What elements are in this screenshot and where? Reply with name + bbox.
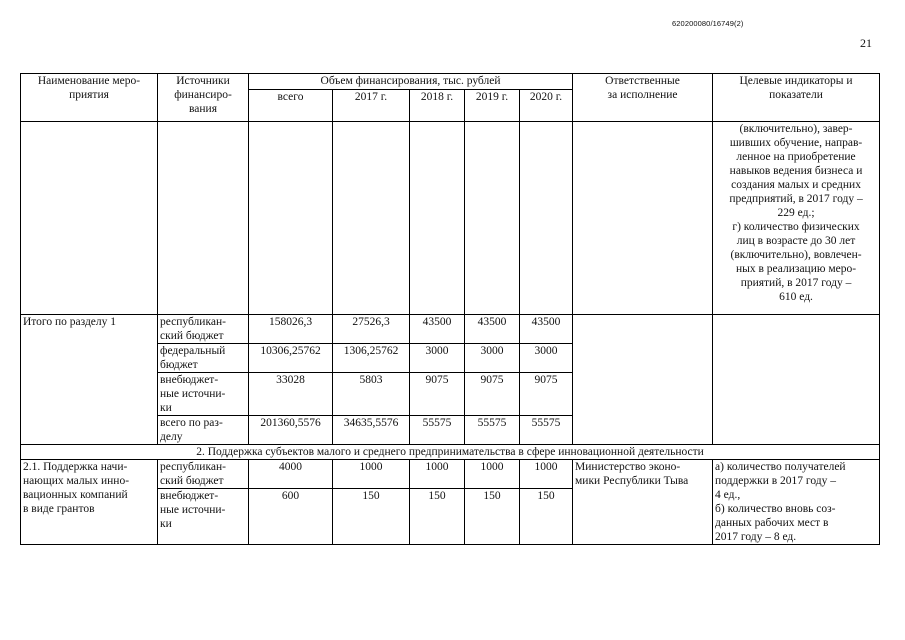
value-cell: 1000 — [465, 460, 520, 489]
table-row — [21, 315, 880, 344]
item-2-1-indicators: а) количество получателей поддержки в 2017 году – 4 ед., б) количество вновь соз- данных рабочих мест в 2017 году – 8 ед. — [713, 460, 880, 545]
value-cell: 150 — [520, 489, 573, 545]
header-responsible: Ответственные за исполнение — [573, 74, 713, 122]
value-cell: 55575 — [410, 416, 465, 445]
source-cell: федеральный бюджет — [158, 344, 249, 373]
source-cell: внебюджет- ные источни- ки — [158, 373, 249, 416]
section-heading-row — [21, 445, 880, 460]
value-cell: 3000 — [520, 344, 573, 373]
header-2017: 2017 г. — [333, 90, 410, 122]
source-cell: всего по раз- делу — [158, 416, 249, 445]
value-cell: 43500 — [410, 315, 465, 344]
source-cell: республикан- ский бюджет — [158, 315, 249, 344]
item-2-1-responsible: Министерство эконо- мики Республики Тыва — [573, 460, 713, 545]
financing-table — [20, 73, 880, 545]
value-cell: 9075 — [410, 373, 465, 416]
header-2018: 2018 г. — [410, 90, 465, 122]
value-cell: 34635,5576 — [333, 416, 410, 445]
header-indicators: Целевые индикаторы и показатели — [713, 74, 880, 122]
value-cell: 1000 — [333, 460, 410, 489]
value-cell: 3000 — [465, 344, 520, 373]
page-number: 21 — [860, 36, 872, 50]
value-cell: 1306,25762 — [333, 344, 410, 373]
header-2020: 2020 г. — [520, 90, 573, 122]
section2-title: 2. Поддержка субъектов малого и среднего предпринимательства в сфере инновационной деятельности — [21, 445, 880, 460]
value-cell: 9075 — [520, 373, 573, 416]
value-cell: 1000 — [410, 460, 465, 489]
value-cell: 4000 — [249, 460, 333, 489]
value-cell: 5803 — [333, 373, 410, 416]
value-cell: 10306,25762 — [249, 344, 333, 373]
value-cell: 150 — [465, 489, 520, 545]
header-volume: Объем финансирования, тыс. рублей — [249, 74, 573, 90]
header-2019: 2019 г. — [465, 90, 520, 122]
value-cell: 33028 — [249, 373, 333, 416]
source-cell: внебюджет- ные источни- ки — [158, 489, 249, 545]
value-cell: 55575 — [465, 416, 520, 445]
source-cell: республикан- ский бюджет — [158, 460, 249, 489]
header-total: всего — [249, 90, 333, 122]
item-2-1-name: 2.1. Поддержка начи- нающих малых инно- вационных компаний в виде грантов — [21, 460, 158, 545]
value-cell: 150 — [410, 489, 465, 545]
value-cell: 9075 — [465, 373, 520, 416]
value-cell: 1000 — [520, 460, 573, 489]
section1-total-name: Итого по разделу 1 — [21, 315, 158, 445]
value-cell: 43500 — [465, 315, 520, 344]
header-sources: Источники финансиро- вания — [158, 74, 249, 122]
value-cell: 43500 — [520, 315, 573, 344]
value-cell: 201360,5576 — [249, 416, 333, 445]
document-code: 620200080/16749(2) — [672, 19, 744, 28]
value-cell: 55575 — [520, 416, 573, 445]
continuation-row — [21, 122, 880, 315]
table-row — [21, 460, 880, 489]
value-cell: 158026,3 — [249, 315, 333, 344]
header-name: Наименование меро- приятия — [21, 74, 158, 122]
value-cell: 27526,3 — [333, 315, 410, 344]
value-cell: 3000 — [410, 344, 465, 373]
continuation-indicators: (включительно), завер- шивших обучение, направ- ленное на приобретение навыков ведения бизнеса и создания малых и средних предприятий, в 2017 году – 229 ед.; г) количество физических лиц в возрасте до 30 лет (включительно), вовлечен- ных в реализацию меро- приятий, в 2017 году – 610 ед. — [713, 122, 880, 315]
value-cell: 600 — [249, 489, 333, 545]
header-row-1 — [21, 74, 880, 90]
value-cell: 150 — [333, 489, 410, 545]
